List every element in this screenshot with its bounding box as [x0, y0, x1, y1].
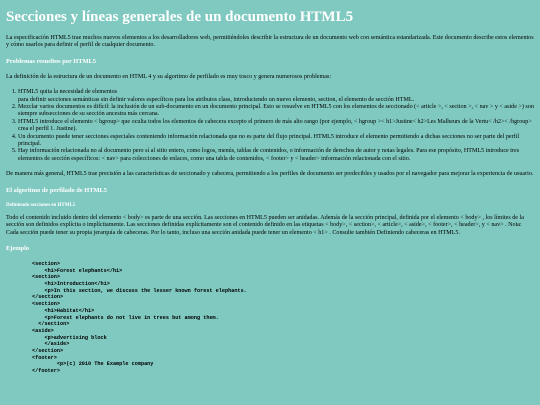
list-item-text: para definir secciones semánticas sin definir valores específicos para los atributos class, introduciendo un nuevo elemento, section, el elemento de sección HTML. [18, 96, 415, 103]
list-item: 4. Un documento puede tener secciones especiales conteniendo información relacionada que no es parte del flujo principal. HTML5 introduce el elemento permitiendo a dichas secciones no ser parte del perfil principal. [18, 134, 534, 149]
intro-paragraph: La especificación HTML5 trae muchos nuevos elementos a los desarrolladores web, permitiéndoles describir la estructura de un documento web con semántica estandarizada. Este documento describe estos elementos y cómo usarlos para definir el perfil de cualquier documento. [6, 35, 534, 49]
page-title: Secciones y líneas generales de un documento HTML5 [6, 9, 354, 25]
list-item: 5. Hay información relacionada no al documento pero sí al sitio entero, como logos, menús, tablas de contenidos, o información de derechos de autor y notas legales. Para ese propósito, HTML5 introduce tres elementos de sección específicos: < nav> para colecciones de enlaces, como una tabla de contenidos, < footer> y < header> información relacionada con el sitio. [18, 148, 534, 163]
list-item: 3. HTML5 introduce el elemento < hgroup> que oculta todos los elementos de cabecera excepto el primero de más alto rango (por ejemplo, < hgroup >< h1>Justine< h2>Les Malheurs de la Vertu< /h2>< /hgroup> crea el perfil 1. Justine). [18, 119, 534, 134]
subsection-heading-defining: Definiendo secciones en HTML5 [6, 202, 76, 208]
problems-list [6, 89, 534, 163]
code-example: <section> <h1>Forest elephants</h1> <section> <h1>Introduction</h1> <p>In this section, we discuss the lesser known forest elephants. </section> <section> <h1>Habitat</h1> <p>Forest elephants do not live in trees but among them. </section> <aside> <p>advertising block </aside> </section> <footer> <p>(c) 2010 The Example company </footer> [32, 260, 247, 375]
section-heading-problems: Problemas resueltos por HTML5 [6, 57, 96, 65]
list-item-text: HTML5 quita la necesidad de elementos [18, 89, 117, 96]
defining-paragraph: Todo el contenido incluido dentro del elemento < body> es parte de una sección. Las secciones en HTML5 pueden ser anidadas. Además de la sección principal, definida por el elemento < body> , los límites de la sección son definidos explícita o implícitamente. Las secciones definidas explícitamente son el contenido definido en las etiquetas < body>, < section>, < article>, < aside>, < footer>, < header>, y < nav> . Nota: Cada sección puede tener su propia jerarquía de cabeceras. Por lo tanto, incluso una sección anidada puede tener un elemento < h1> . Consulte también Definiendo cabeceras en HTML5. [6, 214, 524, 236]
list-item [18, 89, 534, 104]
section-heading-example: Ejemplo [6, 244, 30, 252]
problems-closing: De manera más general, HTML5 trae precisión a las características de seccionado y cabecera, permitiendo a los perfiles de documento ser predecibles y usados por el navegador para mejorar la experiencia de usuario. [6, 171, 534, 178]
problems-lead: La definición de la estructura de un documento en HTML 4 y su algoritmo de perfilado es muy tosco y genera numerosos problemas: [6, 73, 332, 80]
section-heading-algorithm: El algoritmo de perfilado de HTML5 [6, 186, 108, 194]
list-item: 2. Mezclar varios documentos es difícil: la inclusión de un sub-documento en un documento principal. Esto se resuelve en HTML5 con los elementos de seccionado (< article >, < section >, < nav > y < aside >) son siempre subsecciones de su sección ancestra más cercana. [18, 104, 534, 119]
